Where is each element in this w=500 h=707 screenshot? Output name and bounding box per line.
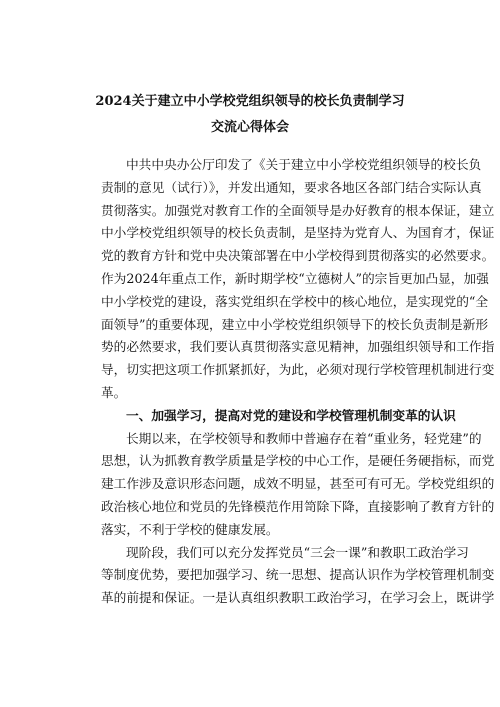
body-line: 政治核心地位和党员的先锋模范作用笥除下降，直接影响了教育方针的 <box>101 498 495 514</box>
body-line: 中共中央办公厅印发了《关于建立中小学校党组织领导的校长负 <box>126 157 482 172</box>
body-line: 贯彻落实。加强党对教育工作的全面领导是办好教育的根本保证，建立 <box>101 202 495 218</box>
body-line: 革。 <box>101 384 127 400</box>
body-line: 导，切实把这项工作抓紧抓好，为此，必须对现行学校管理机制进行变 <box>101 362 495 378</box>
body-line: 落实，不利于学校的健康发展。 <box>101 521 279 537</box>
document-title-line-2: 交流心得体会 <box>210 120 289 135</box>
body-line: 现阶段，我们可以充分发挥党员“三会一课”和教职工政治学习 <box>126 544 469 560</box>
body-line: 等制度优势，要把加强学习、统一思想、提高认识作为学校管理机制变 <box>101 567 495 583</box>
document-body <box>101 154 495 610</box>
body-line: 建工作涉及意识形态问题，成效不明显，甚至可有可无。学校党组织的 <box>101 476 495 492</box>
section-heading: 一、加强学习，提高对党的建设和学校管理机制变革的认识 <box>126 407 456 423</box>
document-title-line-1: 2024关于建立中小学校党组织领导的校长负责制学习 <box>95 94 405 109</box>
body-line: 思想，认为抓教育教学质量是学校的中心工作，是硬任务硬指标，而党 <box>101 453 495 469</box>
body-line: 中小学校党的建设，落实党组织在学校中的核心地位，是实现党的“全 <box>101 293 489 309</box>
body-line: 中小学校党组织领导的校长负责制，是坚持为党育人、为国育才，保证 <box>101 225 495 241</box>
body-line: 责制的意见（试行）》，并发出通知，要求各地区各部门结合实际认真 <box>101 179 482 195</box>
body-line: 作为2024年重点工作，新时期学校“立德树人”的宗旨更加凸显，加强 <box>101 270 489 286</box>
body-line: 面领导”的重要体现，建立中小学校党组织领导下的校长负责制是新形 <box>101 316 489 332</box>
body-line: 势的必然要求，我们要认真贯彻落实意见精神，加强组织领导和工作指 <box>101 339 495 355</box>
body-line: 革的前提和保证。一是认真组织教职工政治学习，在学习会上，既讲学 <box>101 590 495 606</box>
body-line: 长期以来，在学校领导和教师中普遍存在着“重业务，轻党建”的 <box>126 430 482 446</box>
body-line: 党的教育方针和党中央决策部署在中小学校得到贯彻落实的必然要求。 <box>101 248 495 264</box>
